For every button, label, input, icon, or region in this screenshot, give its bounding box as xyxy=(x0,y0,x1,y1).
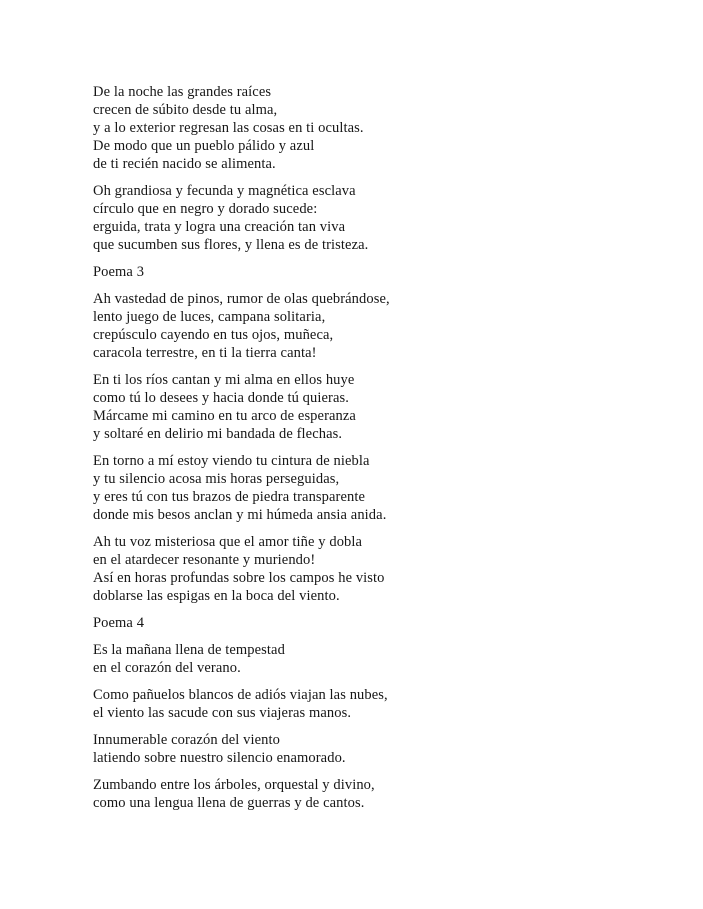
poem-line: y tu silencio acosa mis horas perseguidas, xyxy=(93,471,340,487)
poem-line: Zumbando entre los árboles, orquestal y divino, xyxy=(93,777,375,793)
poem-line: latiendo sobre nuestro silencio enamorado. xyxy=(93,750,346,766)
poem-line: De la noche las grandes raíces xyxy=(93,84,272,100)
poem-line: Márcame mi camino en tu arco de esperanza xyxy=(93,408,356,424)
poem-line: erguida, trata y logra una creación tan viva xyxy=(93,219,346,235)
poem-line: como tú lo desees y hacia donde tú quieras. xyxy=(93,390,349,406)
stanza xyxy=(93,452,633,524)
poem-line: que sucumben sus flores, y llena es de tristeza. xyxy=(93,237,369,253)
poem-line: caracola terrestre, en ti la tierra canta! xyxy=(93,345,317,361)
poem-heading: Poema 4 xyxy=(93,615,145,631)
stanza xyxy=(93,776,633,812)
stanza xyxy=(93,533,633,605)
poem-line: en el corazón del verano. xyxy=(93,660,241,676)
poem-line: Ah tu voz misteriosa que el amor tiñe y dobla xyxy=(93,534,363,550)
stanza xyxy=(93,371,633,443)
poem-line: Oh grandiosa y fecunda y magnética esclava xyxy=(93,183,356,199)
poem-line: doblarse las espigas en la boca del viento. xyxy=(93,588,340,604)
poem-line: de ti recién nacido se alimenta. xyxy=(93,156,276,172)
stanza xyxy=(93,290,633,362)
poem-line: En ti los ríos cantan y mi alma en ellos huye xyxy=(93,372,355,388)
poem-line: Así en horas profundas sobre los campos he visto xyxy=(93,570,385,586)
poem-heading: Poema 3 xyxy=(93,264,145,280)
poem-line: Como pañuelos blancos de adiós viajan las nubes, xyxy=(93,687,388,703)
stanza xyxy=(93,182,633,254)
stanza xyxy=(93,83,633,173)
poem-line: crepúsculo cayendo en tus ojos, muñeca, xyxy=(93,327,334,343)
poem-line: donde mis besos anclan y mi húmeda ansia anida. xyxy=(93,507,387,523)
poem-line: Ah vastedad de pinos, rumor de olas quebrándose, xyxy=(93,291,390,307)
poem-line: en el atardecer resonante y muriendo! xyxy=(93,552,316,568)
poem-line: y soltaré en delirio mi bandada de flechas. xyxy=(93,426,343,442)
poem-line: y a lo exterior regresan las cosas en ti ocultas. xyxy=(93,120,364,136)
poem-line: Innumerable corazón del viento xyxy=(93,732,280,748)
poem-line: el viento las sacude con sus viajeras manos. xyxy=(93,705,352,721)
poem-line: y eres tú con tus brazos de piedra transparente xyxy=(93,489,366,505)
poem-line: Es la mañana llena de tempestad xyxy=(93,642,285,658)
poem-line: círculo que en negro y dorado sucede: xyxy=(93,201,318,217)
poem-line: lento juego de luces, campana solitaria, xyxy=(93,309,326,325)
poem-text xyxy=(93,83,633,812)
stanza xyxy=(93,686,633,722)
stanza xyxy=(93,641,633,677)
poem-line: crecen de súbito desde tu alma, xyxy=(93,102,278,118)
poem-line: De modo que un pueblo pálido y azul xyxy=(93,138,315,154)
poem-line: En torno a mí estoy viendo tu cintura de niebla xyxy=(93,453,370,469)
stanza xyxy=(93,731,633,767)
poem-line: como una lengua llena de guerras y de cantos. xyxy=(93,795,365,811)
